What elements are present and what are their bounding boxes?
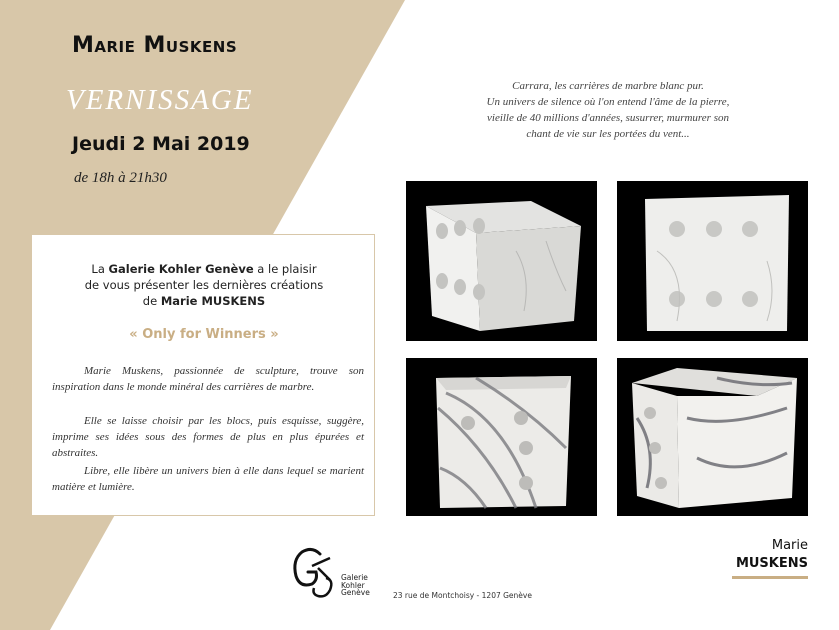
logo-text-line: Genève [341,588,370,597]
bio-paragraph: Elle se laisse choisir par les blocs, puis esquisse, suggère, imprime ses idées sous des formes de plus en plus épurées et abstraites. [52,415,364,459]
intro-line-2: de vous présenter les dernières créations [84,278,324,292]
event-date: Jeudi 2 Mai 2019 [72,133,250,155]
bio-paragraph: Libre, elle libère un univers bien à elle dans lequel se marient matière et lumière. [52,465,364,493]
event-title: VERNISSAGE [66,84,254,116]
quote-line: Carrara, les carrières de marbre blanc pur. [512,80,704,92]
sculpture-photo-white-cube-corner [406,181,597,341]
logo-text-line: Kohler [341,580,365,590]
logo-text-line: Galerie [341,573,368,582]
artist-name: Marie Muskens [72,33,238,58]
quote-line: Un univers de silence où l'on entend l'âme de la pierre, [486,96,730,108]
signature-last-name: MUSKENS [735,556,808,571]
sculpture-photo-veined-cube-angle [617,358,808,516]
gallery-logo-text [341,574,370,597]
intro-line-1: La Galerie Kohler Genève a le plaisir [91,262,317,276]
sculpture-photo-veined-cube-front [406,358,597,516]
event-time: de 18h à 21h30 [74,170,167,186]
invitation-box [31,234,375,516]
bio-paragraph: Marie Muskens, passionnée de sculpture, trouve son inspiration dans le monde minéral des carrières de marbre. [52,365,364,393]
gallery-logo [290,544,340,602]
gallery-address: 23 rue de Montchoisy - 1207 Genève [393,591,532,600]
exhibition-title: « Only for Winners » [129,327,279,342]
carrara-quote [448,78,768,142]
sculpture-photo-white-cube-face [617,181,808,341]
gallery-name: Galerie Kohler Genève [108,262,254,276]
signature-first-name: Marie [771,538,808,553]
artist-name-upper: Marie MUSKENS [160,294,266,308]
quote-line: vieille de 40 millions d'années, susurrer, murmurer son [487,112,729,124]
intro-line-3: de Marie MUSKENS [142,294,266,308]
signature-underline [732,576,808,579]
quote-line: chant de vie sur les portées du vent... [526,128,690,140]
